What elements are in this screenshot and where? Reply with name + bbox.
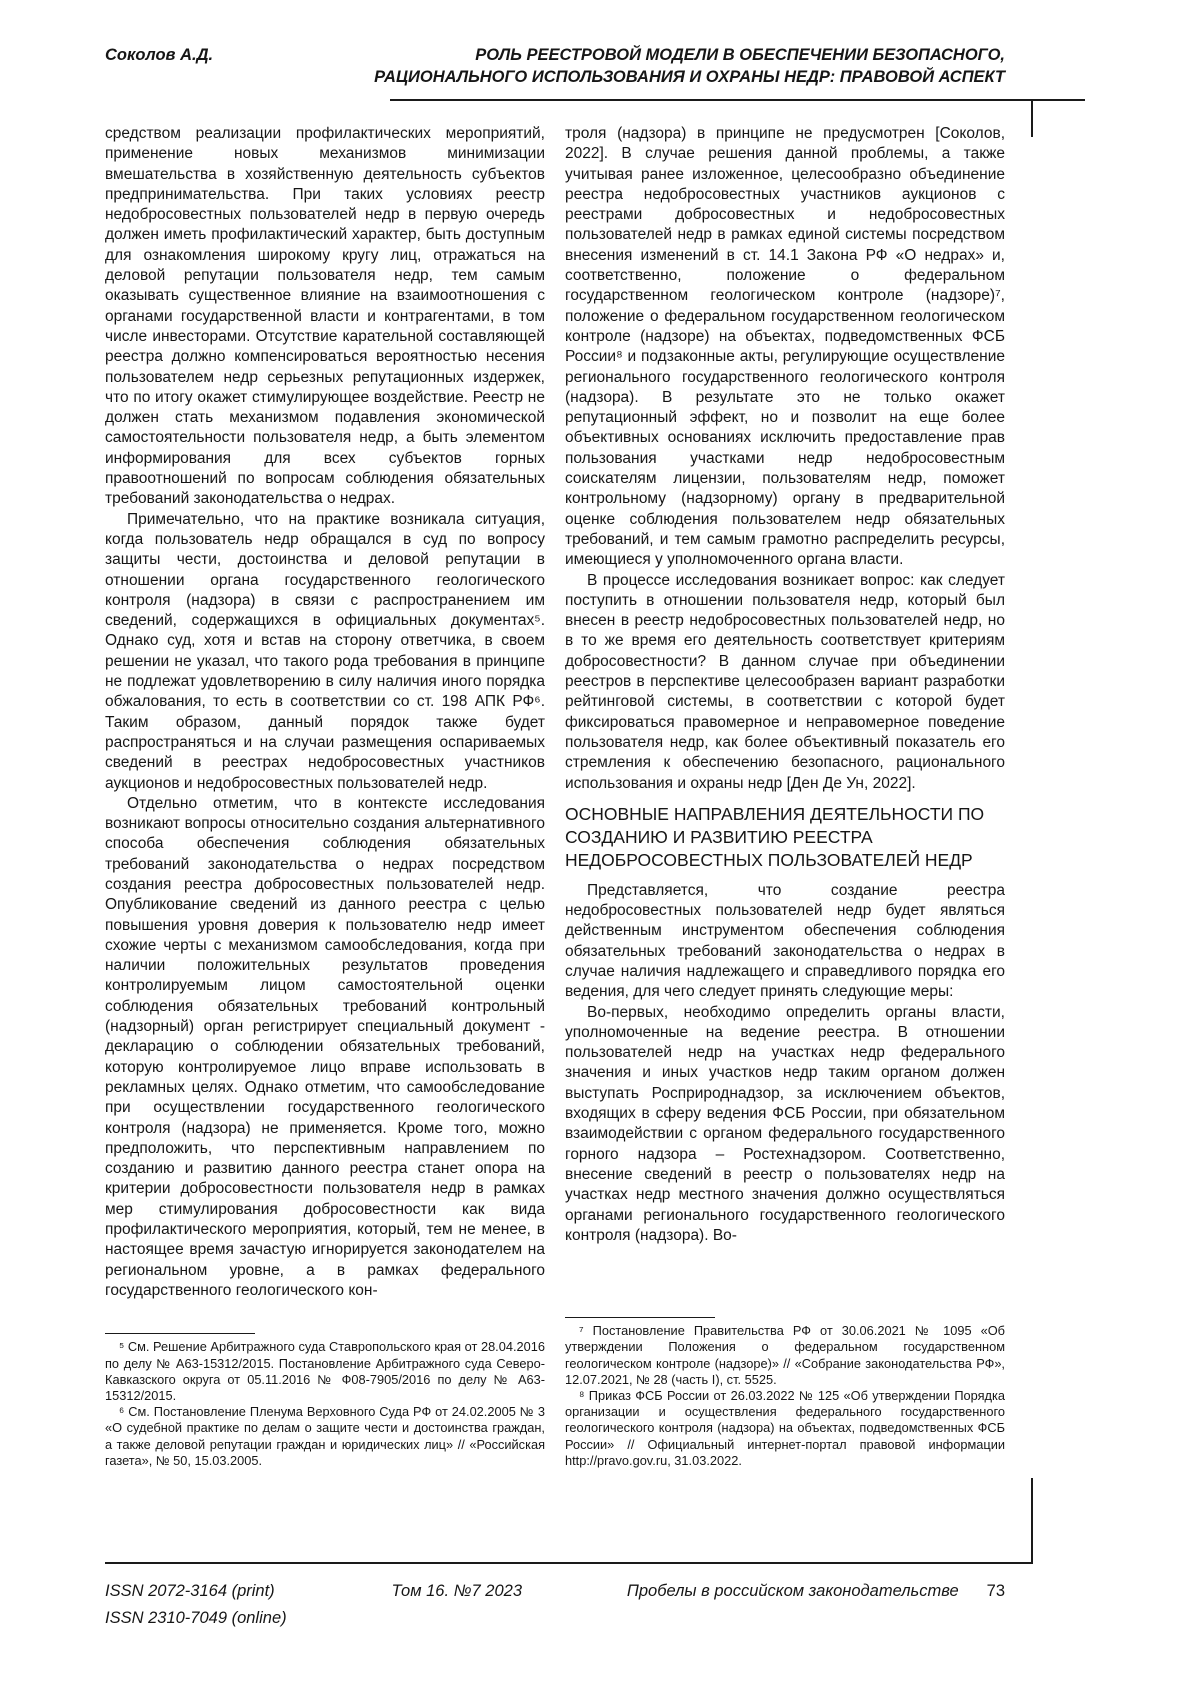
top-right-margin-rule xyxy=(1031,99,1033,137)
footnote-separator xyxy=(105,1333,255,1334)
footer-rule xyxy=(105,1562,1033,1564)
page-header xyxy=(105,44,1005,88)
running-title-line2: РАЦИОНАЛЬНОГО ИСПОЛЬЗОВАНИЯ И ОХРАНЫ НЕДР: ПРАВОВОЙ АСПЕКТ xyxy=(374,68,1005,86)
paragraph: Отдельно отметим, что в контексте исследования возникают вопросы относительно создания альтернативного способа обеспечения соблюдения обязательных требований законодательства о недрах посредством создания реестра добросовестных пользователей недр. Опубликование сведений из данного реестра с целью повышения уровня доверия к пользователю недр имеет схожие черты с механизмом самообследования, когда при наличии положительных результатов проведения контролируемым лицом самостоятельной оценки соблюдения обязательных требований контрольный (надзорный) орган регистрирует специальный документ - декларацию о соблюдении обязательных требований, которую контролируемое лицо вправе использовать в рекламных целях. Однако отметим, что самообследование при осуществлении государственного геологического контроля (надзора) не применяется. Кроме того, можно предположить, что перспективным направлением по созданию и развитию данного реестра станет опора на критерии добросовестности пользователя недр в рамках мер стимулирования добросовестности как вида профилактического мероприятия, который, тем не менее, в настоящее время зачастую игнорируется законодателем на региональном уровне, а в рамках федерального государственного геологического кон- xyxy=(105,794,545,1299)
paragraph: Представляется, что создание реестра недобросовестных пользователей недр будет являться действенным инструментом обеспечения соблюдения обязательных требований законодательства о недрах в случае наличия надлежащего и справедливого порядка его ведения, для чего следует принять следующие меры: xyxy=(565,881,1005,1001)
issn-online: ISSN 2310-7049 (online) xyxy=(105,1609,287,1627)
issn-print: ISSN 2072-3164 (print) xyxy=(105,1582,275,1600)
running-title-line1: РОЛЬ РЕЕСТРОВОЙ МОДЕЛИ В ОБЕСПЕЧЕНИИ БЕЗОПАСНОГО, xyxy=(475,46,1005,64)
running-title xyxy=(374,44,1005,88)
footnote-separator xyxy=(565,1317,715,1318)
article-body xyxy=(105,124,1005,1469)
left-column xyxy=(105,124,545,1469)
page-footer xyxy=(105,1578,1005,1632)
journal-info xyxy=(627,1578,1005,1605)
paragraph: Примечательно, что на практике возникала ситуация, когда пользователь недр обращался в суд по вопросу защиты чести, достоинства и деловой репутации в отношении органа государственного геологического контроля (надзора) в связи с распространением им сведений, содержащихся в официальных документах⁵. Однако суд, хотя и встав на сторону ответчика, в своем решении не указал, что такого рода требования в принципе не подлежат удовлетворению в силу наличия иного порядка обжалования, то есть в соответствии со ст. 198 АПК РФ⁶. Таким образом, данный порядок также будет распространяться и на случаи размещения оспариваемых сведений в реестрах недобросовестных участников аукционов и недобросовестных пользователей недр. xyxy=(105,510,545,792)
footnote-7: ⁷ Постановление Правительства РФ от 30.06.2021 № 1095 «Об утверждении Положения о федеральном государственном геологическом контроле (надзоре)» // «Собрание законодательства РФ», 12.07.2021, № 28 (часть I), ст. 5525. xyxy=(565,1323,1005,1387)
section-heading: ОСНОВНЫЕ НАПРАВЛЕНИЯ ДЕЯТЕЛЬНОСТИ ПО СОЗДАНИЮ И РАЗВИТИЮ РЕЕСТРА НЕДОБРОСОВЕСТНЫХ ПОЛЬЗОВАТЕЛЕЙ НЕДР xyxy=(565,803,985,870)
header-rule xyxy=(390,99,1085,101)
right-column xyxy=(565,124,1005,1469)
footnote-5: ⁵ См. Решение Арбитражного суда Ставропольского края от 28.04.2016 по делу № А63-15312/2015. Постановление Арбитражного суда Северо-Кавказского округа от 05.11.2016 № Ф08-7905/2016 по делу № А63-15312/2015. xyxy=(105,1339,545,1403)
author-name: Соколов А.Д. xyxy=(105,46,214,64)
bottom-right-margin-rule xyxy=(1031,1478,1033,1564)
footnote-6: ⁶ См. Постановление Пленума Верховного Суда РФ от 24.02.2005 № 3 «О судебной практике по делам о защите чести и достоинства граждан, а также деловой репутации граждан и юридических лиц» // «Российская газета», № 50, 15.03.2005. xyxy=(105,1404,545,1468)
right-footnotes xyxy=(565,1317,1005,1469)
footnote-8: ⁸ Приказ ФСБ России от 26.03.2022 № 125 «Об утверждении Порядка организации и осуществления федерального государственного геологического контроля (надзора) на объектах, подведомственных ФСБ России» // Официальный интернет-портал правовой информации http://pravo.gov.ru, 31.03.2022. xyxy=(565,1387,1005,1468)
left-footnotes xyxy=(105,1333,545,1469)
volume-info: Том 16. №7 2023 xyxy=(391,1582,522,1600)
journal-name: Пробелы в российском законодательстве xyxy=(626,1582,959,1600)
page-number: 73 xyxy=(986,1582,1005,1600)
paragraph: средством реализации профилактических мероприятий, применение новых механизмов минимизации вмешательства в хозяйственную деятельность субъектов предпринимательства. При таких условиях реестр недобросовестных пользователей недр в первую очередь должен иметь профилактический характер, быть доступным для ознакомления широкому кругу лиц, отражаться на деловой репутации пользователя недр, тем самым оказывать существенное влияние на взаимоотношения с органами государственной власти и контрагентами, в том числе инвесторами. Отсутствие карательной составляющей реестра должно компенсироваться вероятностью несения пользователем недр серьезных репутационных издержек, что по итогу окажет стимулирующее воздействие. Реестр не должен стать механизмом подавления экономической самостоятельности пользователя недр, а быть элементом информирования для всех субъектов горных правоотношений по вопросам соблюдения обязательных требований законодательства о недрах. xyxy=(105,125,545,508)
issn-block xyxy=(105,1578,287,1632)
paragraph: В процессе исследования возникает вопрос: как следует поступить в отношении пользователя недр, который был внесен в реестр недобросовестных пользователей недр, но в то же время его деятельность соответствует критериям добросовестности? В данном случае при объединении реестров в перспективе целесообразен вариант разработки рейтинговой системы, в соответствии с которой будет фиксироваться правомерное и неправомерное поведение пользователя недр, как более объективный показатель его стремления к обеспечению безопасного, рационального использования и охраны недр [Ден Де Ун, 2022]. xyxy=(565,571,1005,792)
paragraph: Во-первых, необходимо определить органы власти, уполномоченные на ведение реестра. В отношении пользователей недр на участках недр федерального значения и иных участков недр таким органом должен выступать Росприроднадзор, за исключением объектов, входящих в сферу ведения ФСБ России, при обязательном взаимодействии с органом федерального государственного горного надзора – Ростехнадзором. Соответственно, внесение сведений в реестр о пользователях недр на участках недр местного значения должно осуществляться органами регионального государственного геологического контроля (надзора). Во- xyxy=(565,1003,1005,1244)
paragraph: троля (надзора) в принципе не предусмотрен [Соколов, 2022]. В случае решения данной проблемы, а также учитывая ранее изложенное, целесообразно объединение реестра недобросовестных участников аукционов с реестрами добросовестных и недобросовестных пользователей недр в рамках единой системы посредством внесения изменений в ст. 14.1 Закона РФ «О недрах» и, соответственно, положение о федеральном государственном геологическом контроле (надзоре)⁷, положение о федеральном государственном геологическом контроле (надзоре) на объектах, подведомственных ФСБ России⁸ и подзаконные акты, регулирующие осуществление регионального государственного геологического контроля (надзора). В результате это не только окажет репутационный эффект, но и позволит на еще более объективных основаниях исключить предоставление прав пользования участками недр недобросовестным соискателям лицензии, пользователям недр, поможет контрольному (надзорному) органу в предварительной оценке соблюдения пользователем недр обязательных требований, и тем самым грамотно распределить ресурсы, имеющиеся у уполномоченного органа власти. xyxy=(565,125,1005,569)
